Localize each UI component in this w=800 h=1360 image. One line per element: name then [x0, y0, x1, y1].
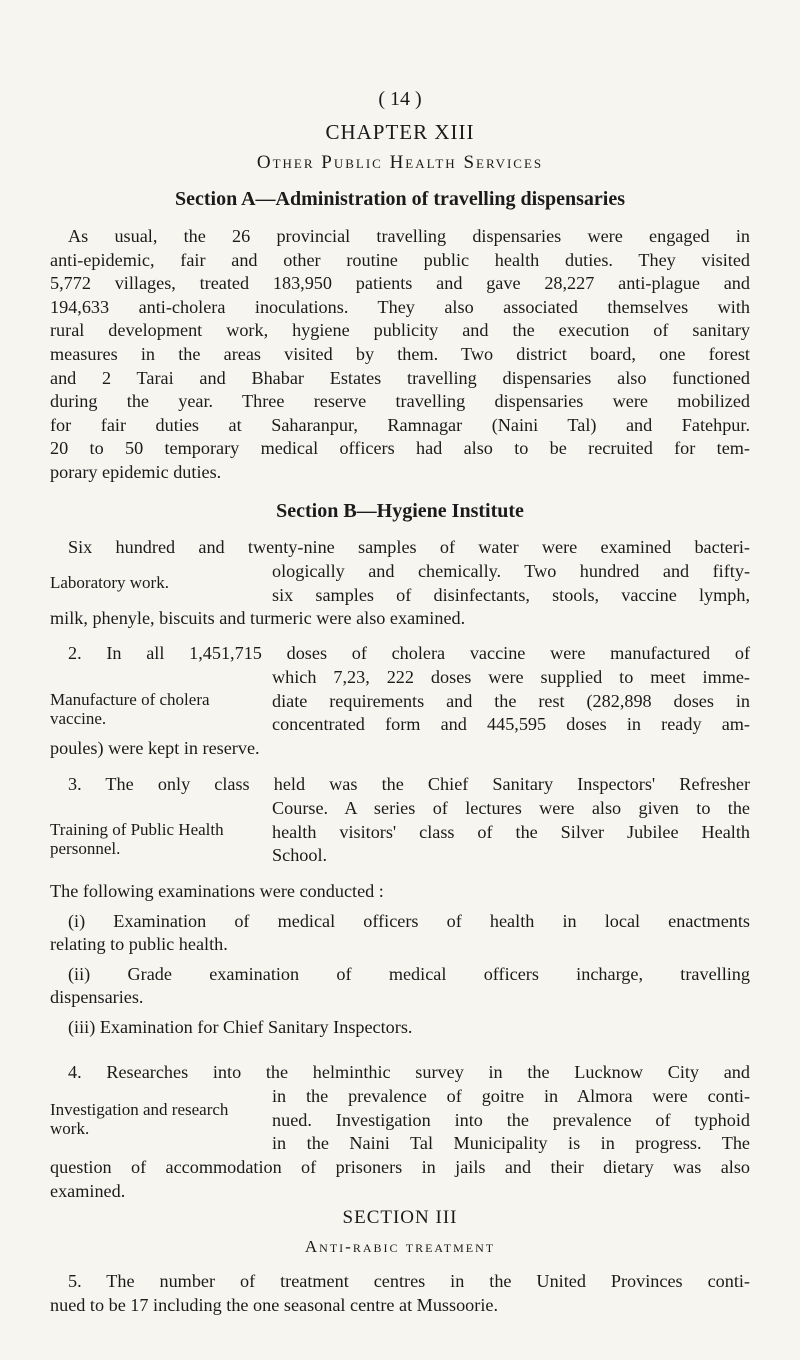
exam-item: (iii) Examination for Chief Sanitary Inspectors.: [68, 1016, 413, 1037]
text-line: 5,772 villages, treated 183,950 patients and gave 28,227 anti-plague and: [50, 273, 750, 294]
text-line: which 7,23, 222 doses were supplied to meet imme-: [272, 667, 750, 687]
text-line: 4. Researches into the helminthic survey in the Lucknow City and: [68, 1062, 750, 1082]
text-line: diate requirements and the rest (282,898 doses in: [272, 690, 750, 711]
training-first-line: [50, 773, 750, 797]
text-line: 2. In all 1,451,715 doses of cholera vaccine were manufactured of: [68, 643, 750, 663]
text-line: 20 to 50 temporary medical officers had also to be recruited for tem-: [50, 438, 750, 459]
research-wrap-text: [272, 1085, 750, 1156]
text-line: health visitors' class of the Silver Jubilee Health: [272, 821, 750, 842]
text-line: rural development work, hygiene publicity and the execution of sanitary: [50, 320, 750, 341]
text-line: concentrated form and 445,595 doses in ready am-: [272, 714, 750, 735]
exams-block: [50, 880, 750, 1040]
text-line: 5. The number of treatment centres in the United Provinces conti-: [68, 1271, 750, 1291]
text-line: question of accommodation of prisoners in jails and their dietary was also: [50, 1157, 750, 1177]
side-label-laboratory: Laboratory work.: [50, 573, 169, 592]
text-line: Six hundred and twenty-nine samples of water were examined bacteri-: [68, 537, 750, 557]
text-line: measures in the areas visited by them. Two district board, one forest: [50, 343, 750, 364]
exam-item: (ii) Grade examination of medical officers incharge, travelling: [68, 963, 750, 984]
text-line: nued. Investigation into the prevalence of typhoid: [272, 1109, 750, 1130]
research-first-line: [50, 1061, 750, 1085]
side-label-research: Investigation and research work.: [50, 1100, 229, 1138]
side-label-training: Training of Public Health personnel.: [50, 820, 224, 858]
section-iii-heading: SECTION III: [342, 1207, 458, 1228]
text-line: 194,633 anti-cholera inoculations. They also associated themselves with: [50, 296, 750, 317]
text-line: in the Naini Tal Municipality is in progress. The: [272, 1133, 750, 1154]
text-line: nued to be 17 including the one seasonal centre at Mussoorie.: [50, 1294, 499, 1315]
side-label-vaccine: Manufacture of cholera vaccine.: [50, 690, 210, 728]
text-line: and 2 Tarai and Bhabar Estates travelling dispensaries also functioned: [50, 367, 750, 388]
lab-first-line: [50, 536, 750, 560]
vaccine-last-line: [50, 737, 750, 761]
text-line: for fair duties at Saharanpur, Ramnagar (Naini Tal) and Fatehpur.: [50, 414, 750, 435]
text-line: examined.: [50, 1180, 126, 1201]
text-line: in the prevalence of goitre in Almora were conti-: [272, 1086, 750, 1106]
section-a-paragraph: [50, 225, 750, 485]
text-line: Course. A series of lectures were also given to the: [272, 798, 750, 818]
chapter-title: CHAPTER XIII: [325, 120, 475, 144]
section-b-heading: Section B—Hygiene Institute: [276, 500, 524, 522]
text-line: dispensaries.: [50, 987, 144, 1008]
training-wrap-text: [272, 797, 750, 868]
page-number: ( 14 ): [378, 88, 422, 110]
text-line: poules) were kept in reserve.: [50, 738, 260, 758]
exam-item: (i) Examination of medical officers of health in local enactments: [68, 910, 750, 931]
research-last-lines: [50, 1156, 750, 1203]
text-line: As usual, the 26 provincial travelling dispensaries were engaged in: [68, 226, 750, 246]
section-iii-paragraph: [50, 1270, 750, 1317]
text-line: relating to public health.: [50, 934, 228, 955]
text-line: 3. The only class held was the Chief Sanitary Inspectors' Refresher: [68, 774, 750, 794]
section-iii-subheading: Anti-rabic treatment: [304, 1237, 496, 1256]
vaccine-first-line: [50, 642, 750, 666]
text-line: School.: [272, 845, 328, 866]
text-line: during the year. Three reserve travelling dispensaries were mobilized: [50, 391, 750, 412]
lab-last-line: [50, 607, 750, 631]
text-line: ologically and chemically. Two hundred and fifty-: [272, 561, 750, 581]
section-a-heading: Section A—Administration of travelling dispensaries: [174, 188, 625, 210]
text-line: The following examinations were conducted :: [50, 881, 384, 901]
text-line: anti-epidemic, fair and other routine public health duties. They visited: [50, 249, 750, 270]
text-line: porary epidemic duties.: [50, 461, 222, 482]
lab-wrap-text: [272, 560, 750, 607]
chapter-subtitle: Other Public Health Services: [256, 152, 544, 173]
vaccine-wrap-text: [272, 666, 750, 737]
text-line: milk, phenyle, biscuits and turmeric were also examined.: [50, 608, 466, 628]
text-line: six samples of disinfectants, stools, vaccine lymph,: [272, 584, 750, 605]
